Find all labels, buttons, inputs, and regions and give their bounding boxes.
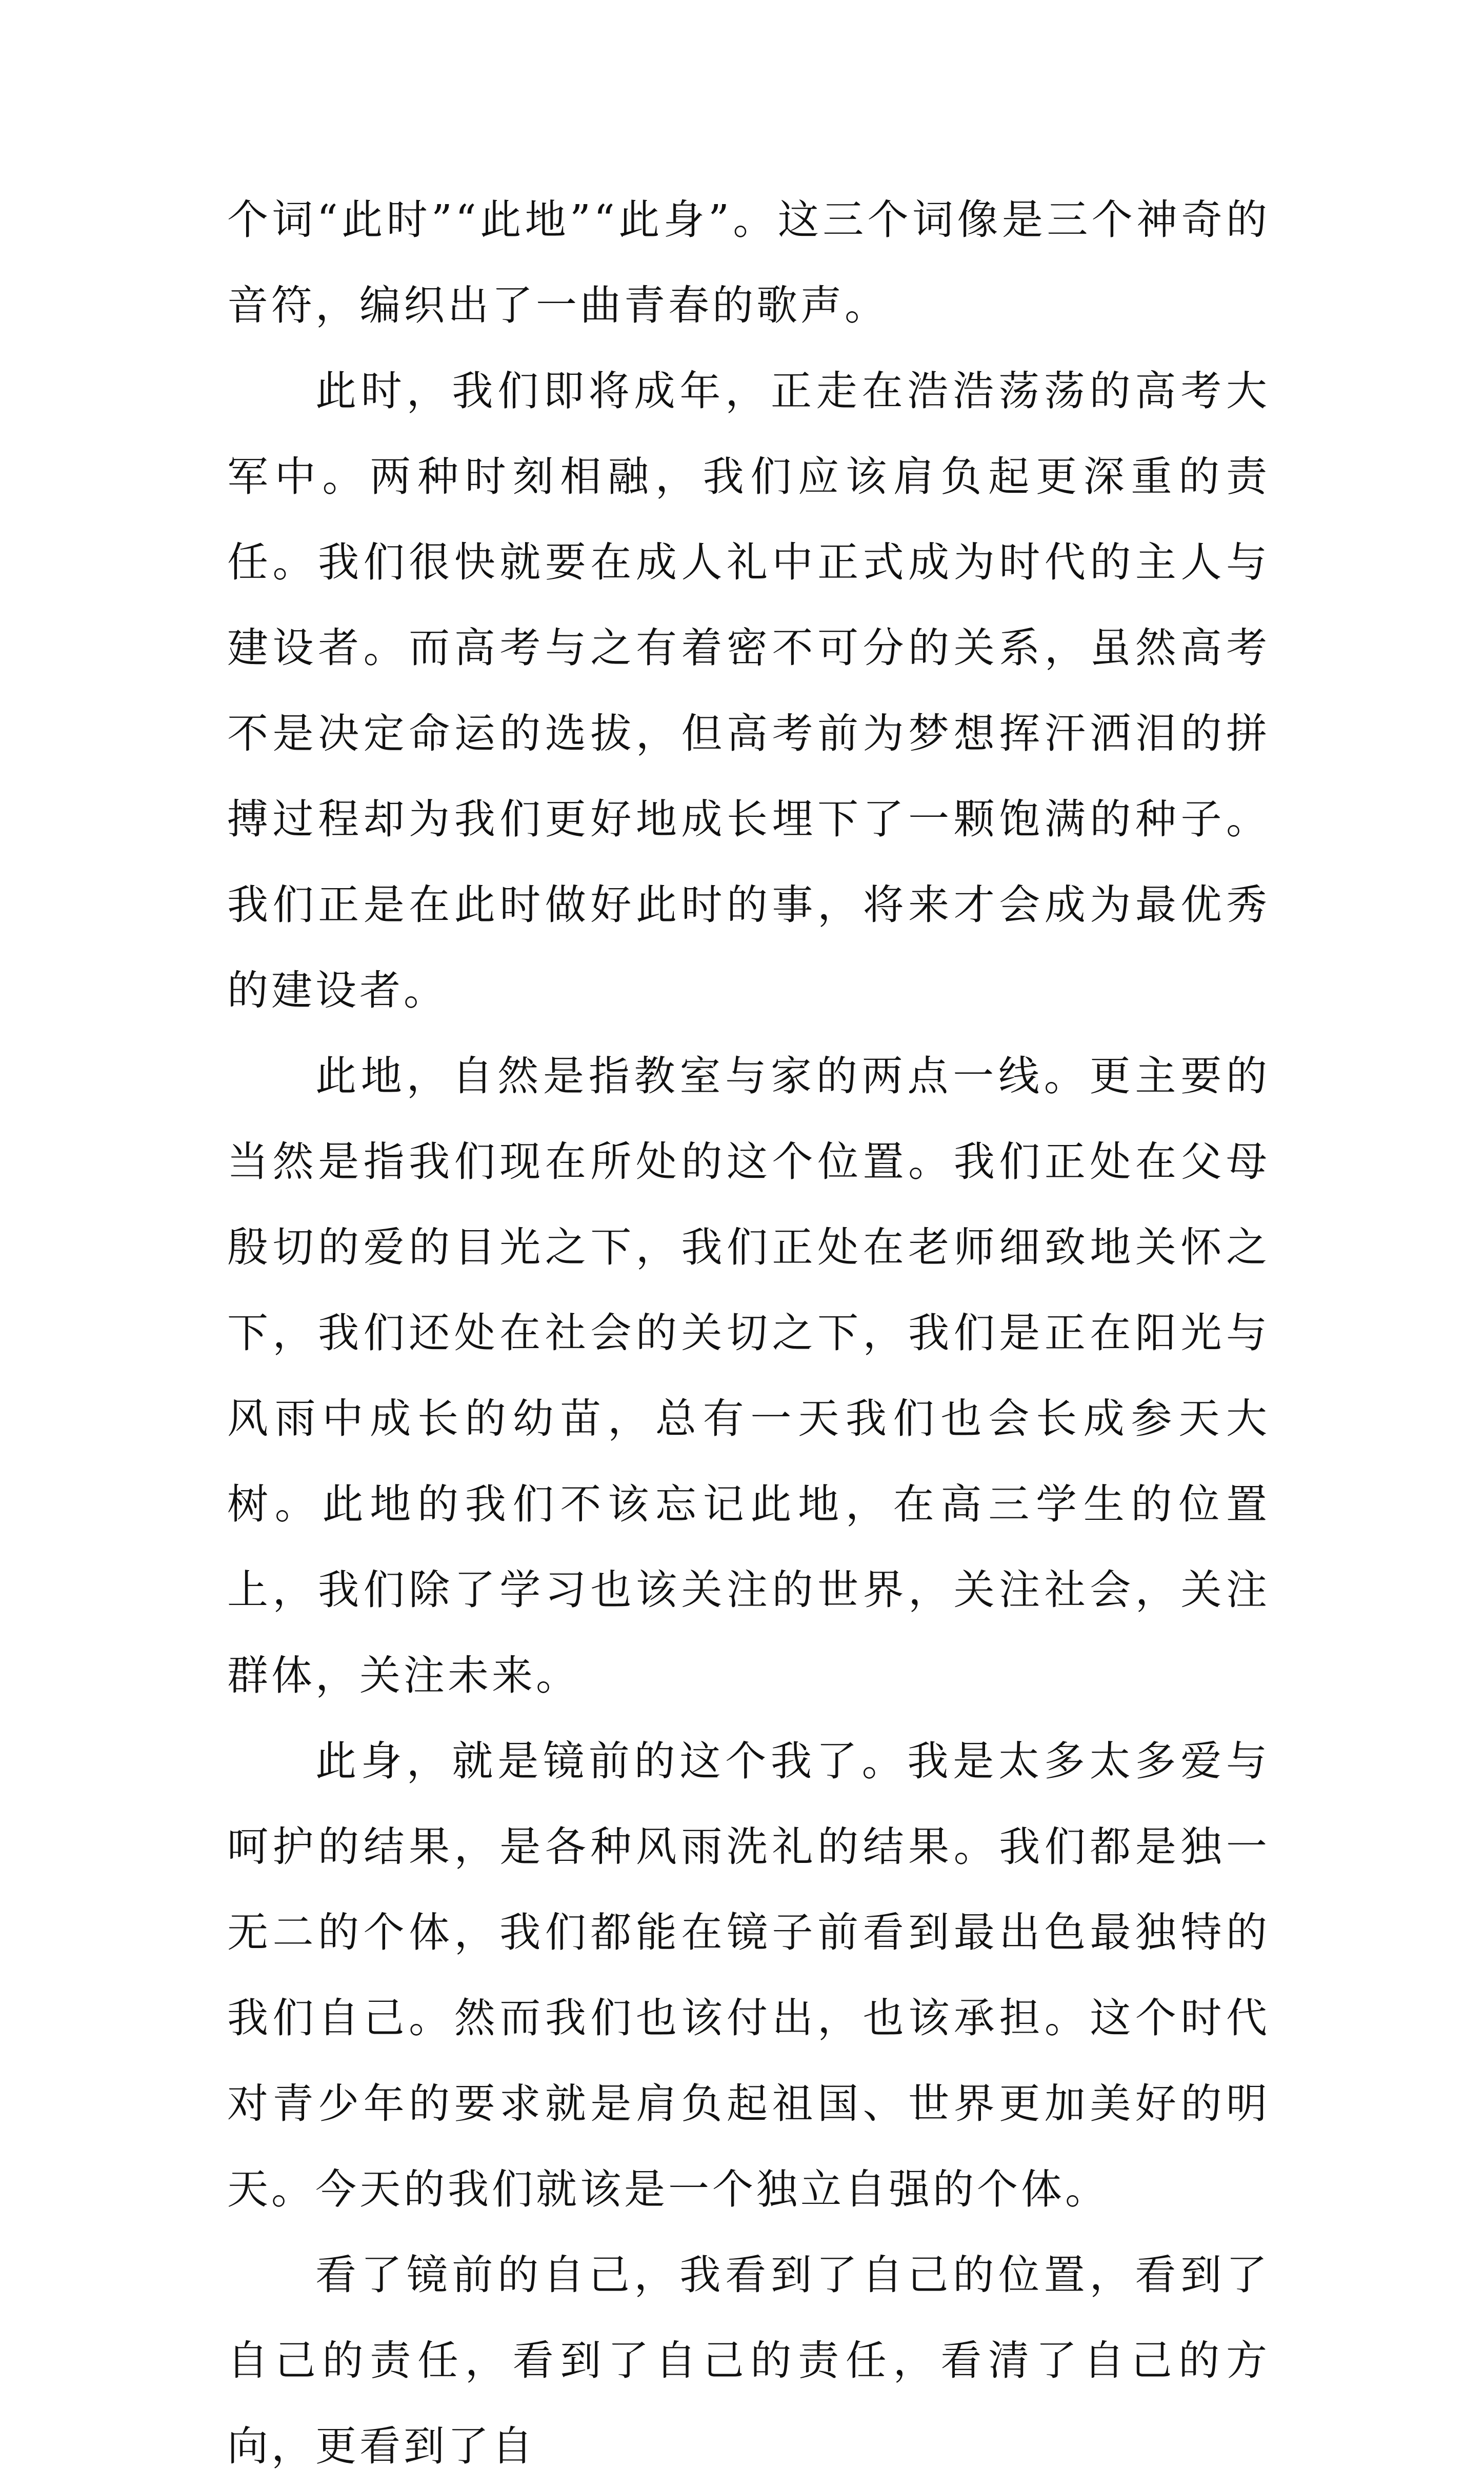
paragraph-3: 此地，自然是指教室与家的两点一线。更主要的当然是指我们现在所处的这个位置。我们正处在父母殷切的爱的目光之下，我们正处在老师细致地关怀之下，我们还处在社会的关切之下，我们是正在阳光与风雨中成长的幼苗，总有一天我们也会长成参天大树。此地的我们不该忘记此地，在高三学生的位置上，我们除了学习也该关注的世界，关注社会，关注群体，关注未来。 xyxy=(227,1052,1270,1699)
paragraph-2: 此时，我们即将成年，正走在浩浩荡荡的高考大军中。两种时刻相融，我们应该肩负起更深重的责任。我们很快就要在成人礼中正式成为时代的主人与建设者。而高考与之有着密不可分的关系，虽然高考不是决定命运的选拔，但高考前为梦想挥汗洒泪的拼搏过程却为我们更好地成长埋下了一颗饱满的种子。我们正是在此时做好此时的事，将来才会成为最优秀的建设者。 xyxy=(227,367,1270,1014)
paragraph-1: 个词“此时”“此地”“此身”。这三个词像是三个神奇的音符，编织出了一曲青春的歌声。 xyxy=(227,196,1270,329)
paragraph-5: 看了镜前的自己，我看到了自己的位置，看到了自己的责任，看到了自己的责任，看清了自己的方向，更看到了自 xyxy=(227,2251,1270,2470)
body-text xyxy=(227,177,1270,2489)
paragraph-4: 此身，就是镜前的这个我了。我是太多太多爱与呵护的结果，是各种风雨洗礼的结果。我们都是独一无二的个体，我们都能在镜子前看到最出色最独特的我们自己。然而我们也该付出，也该承担。这个时代对青少年的要求就是肩负起祖国、世界更加美好的明天。今天的我们就该是一个独立自强的个体。 xyxy=(227,1737,1270,2213)
